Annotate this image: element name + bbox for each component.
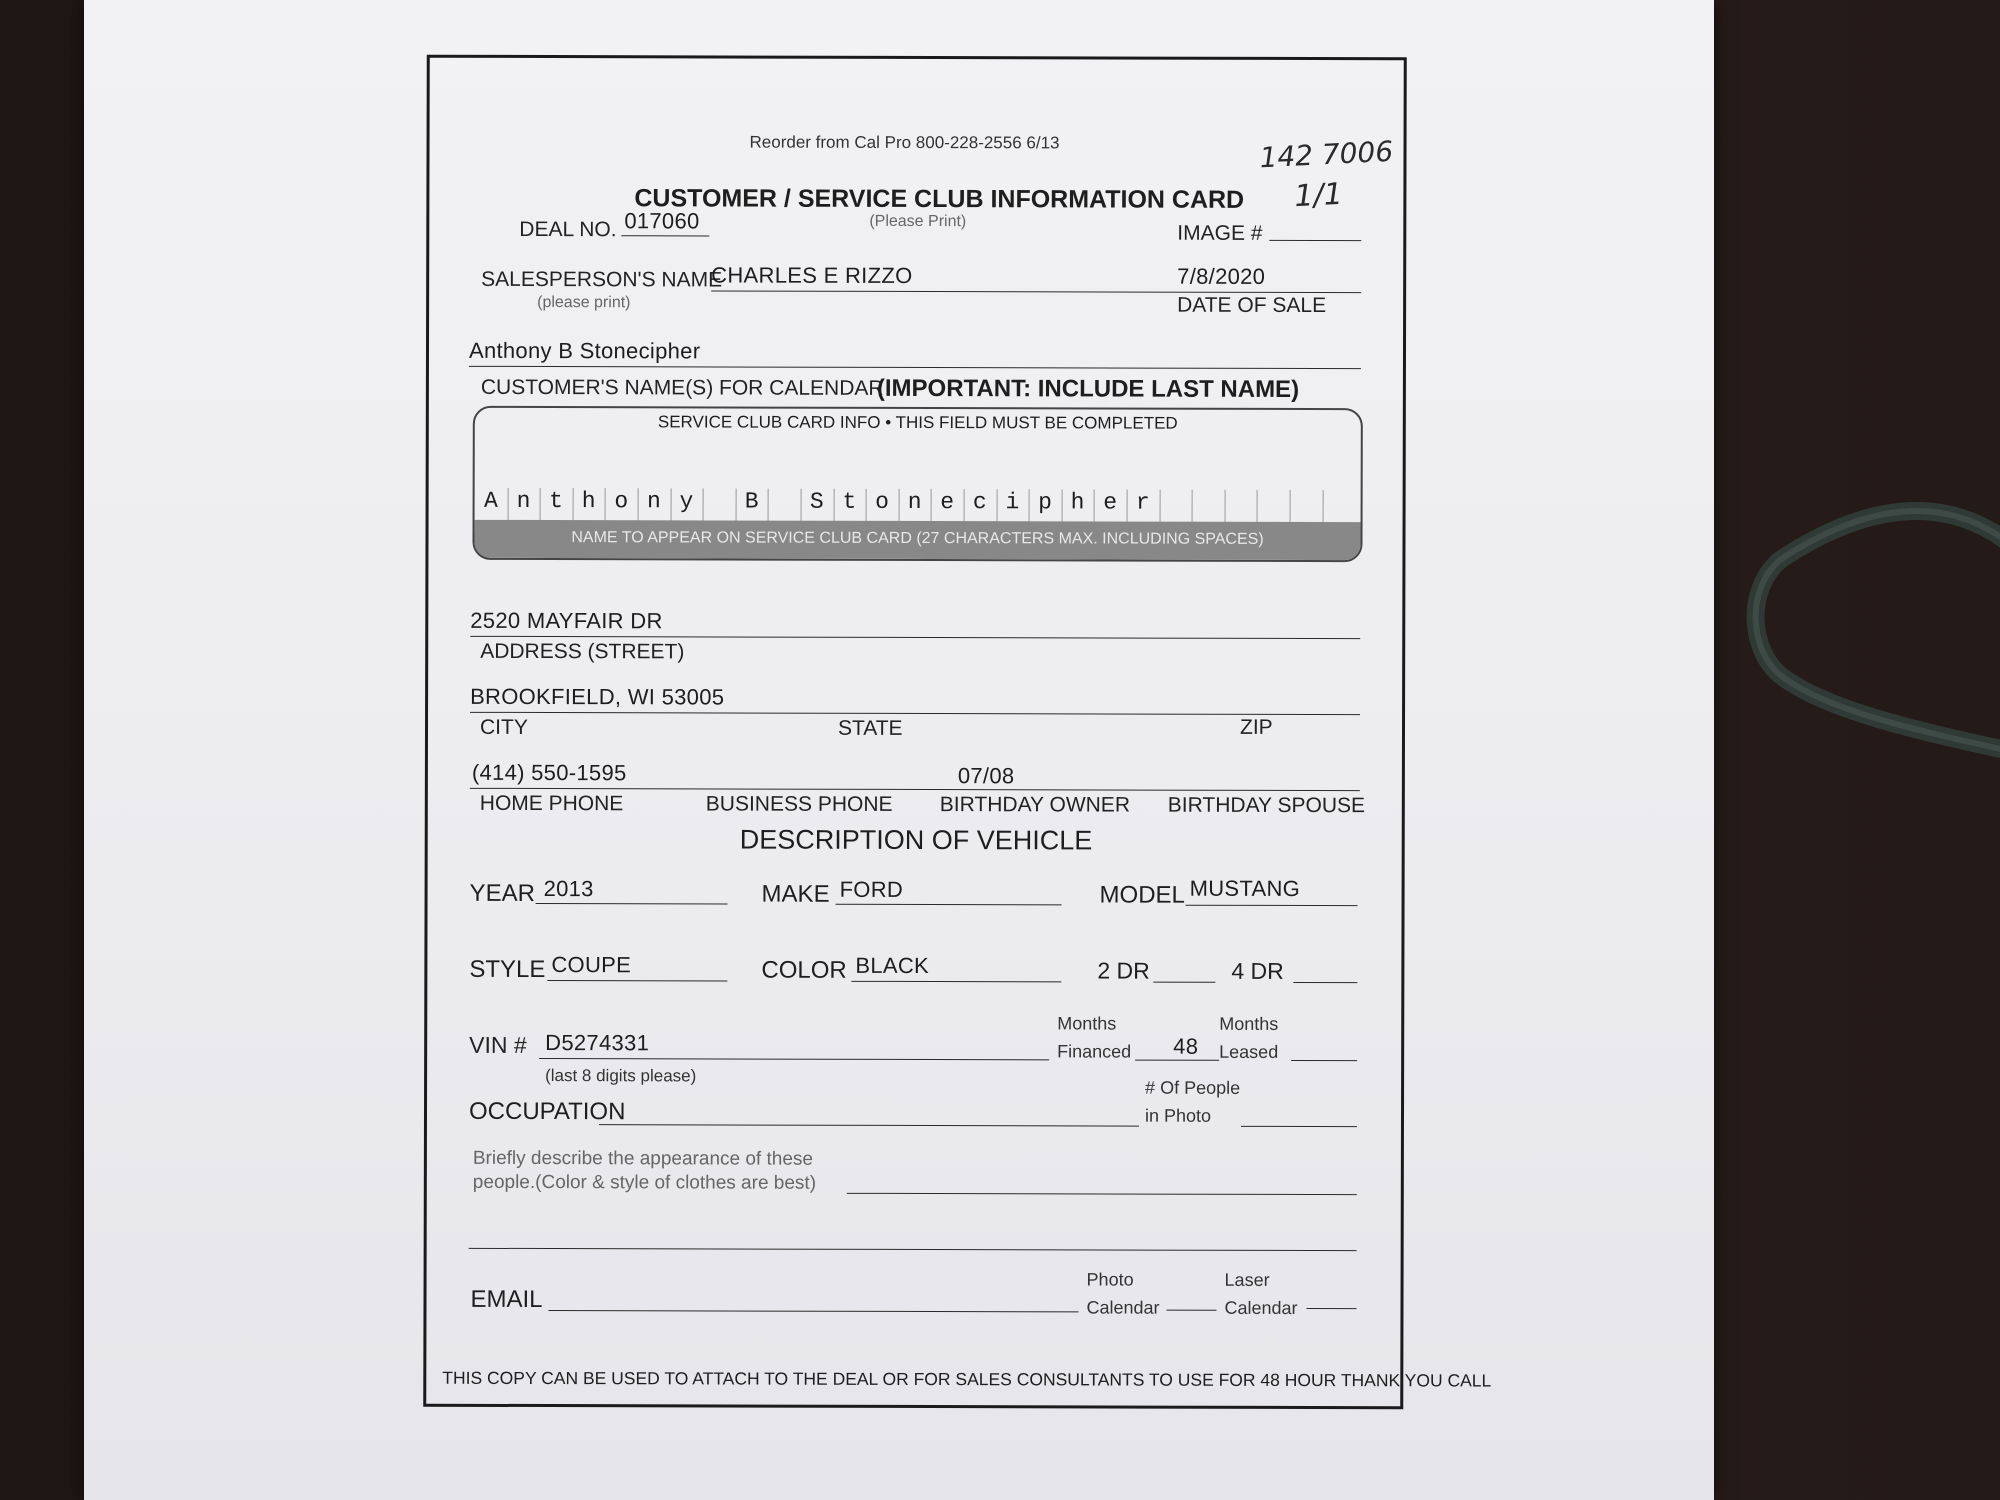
vin-label: VIN # <box>469 1031 527 1058</box>
please-print-note: (Please Print) <box>869 212 967 231</box>
address-line <box>470 636 1360 639</box>
handwritten-code: 142 7006 <box>1258 134 1394 175</box>
months-financed-label-1: Months <box>1057 1013 1117 1034</box>
months-financed-value[interactable]: 48 <box>1173 1033 1199 1059</box>
model-line <box>1186 905 1358 906</box>
service-club-box <box>472 406 1362 562</box>
club-name-char: n <box>907 488 922 516</box>
service-club-name[interactable] <box>475 488 1160 516</box>
occupation-line[interactable] <box>599 1124 1139 1126</box>
vin-note: (last 8 digits please) <box>545 1066 697 1086</box>
date-of-sale-label: DATE OF SALE <box>1177 293 1327 318</box>
important-note: (IMPORTANT: INCLUDE LAST NAME) <box>876 374 1300 404</box>
two-door-line[interactable] <box>1153 982 1215 983</box>
customer-name-value[interactable]: Anthony B Stonecipher <box>468 337 701 364</box>
color-value[interactable]: BLACK <box>855 952 930 979</box>
club-name-char: A <box>483 487 498 514</box>
character-box-divider <box>1159 490 1160 526</box>
laser-calendar-line[interactable] <box>1306 1308 1356 1309</box>
character-box-divider <box>1257 490 1258 526</box>
club-name-char: S <box>809 488 824 515</box>
city-state-zip-value[interactable]: BROOKFIELD, WI 53005 <box>470 683 725 710</box>
months-financed-line <box>1135 1060 1219 1061</box>
club-name-char: c <box>972 489 987 516</box>
club-name-char: t <box>842 488 857 515</box>
city-label: CITY <box>479 715 528 739</box>
phone-line <box>470 788 1360 791</box>
image-label: IMAGE # <box>1177 221 1263 245</box>
handwritten-page: 1/1 <box>1293 176 1344 215</box>
describe-line-field[interactable] <box>847 1193 1357 1195</box>
make-label: MAKE <box>761 880 830 908</box>
photo-calendar-line[interactable] <box>1166 1310 1216 1311</box>
year-line <box>536 903 728 905</box>
service-club-footer: NAME TO APPEAR ON SERVICE CLUB CARD (27 CHARACTERS MAX. INCLUDING SPACES) <box>571 529 1264 548</box>
describe-line-1: Briefly describe the appearance of these <box>472 1147 814 1170</box>
club-name-char: p <box>1038 489 1052 516</box>
style-label: STYLE <box>469 955 546 984</box>
salesperson-label: SALESPERSON'S NAME <box>481 267 723 292</box>
occupation-label: OCCUPATION <box>468 1097 626 1126</box>
salesperson-sublabel: (please print) <box>537 294 631 312</box>
club-name-char: t <box>549 488 564 515</box>
email-line[interactable] <box>548 1310 1078 1312</box>
club-name-char: n <box>646 488 661 515</box>
club-name-char: B <box>744 488 759 515</box>
club-name-char: h <box>1070 489 1085 516</box>
style-line <box>547 980 727 981</box>
club-name-char: r <box>1135 489 1150 516</box>
club-name-char: e <box>1103 489 1118 516</box>
email-label: EMAIL <box>470 1285 543 1314</box>
describe-line-2: people.(Color & style of clothes are best) <box>472 1171 817 1194</box>
date-of-sale-value[interactable]: 7/8/2020 <box>1177 263 1266 289</box>
vin-value[interactable]: D5274331 <box>545 1030 650 1056</box>
deal-no-label: DEAL NO. <box>519 217 617 242</box>
people-in-photo-label-2: in Photo <box>1144 1105 1212 1126</box>
months-leased-label-2: Leased <box>1219 1041 1279 1062</box>
laser-calendar-label-1: Laser <box>1224 1269 1270 1290</box>
club-name-char: h <box>581 488 596 515</box>
service-club-footer-band <box>474 520 1360 560</box>
image-line <box>1269 240 1361 241</box>
club-name-char: o <box>875 488 889 515</box>
service-club-header: SERVICE CLUB CARD INFO • THIS FIELD MUST BE COMPLETED <box>657 412 1178 433</box>
vin-line <box>539 1058 1049 1060</box>
people-in-photo-line[interactable] <box>1241 1126 1357 1127</box>
character-box-divider <box>1290 490 1291 526</box>
reorder-text: Reorder from Cal Pro 800-228-2556 6/13 <box>749 132 1060 153</box>
color-line <box>851 981 1061 983</box>
club-name-char: y <box>679 488 694 515</box>
vehicle-heading: DESCRIPTION OF VEHICLE <box>739 824 1093 856</box>
character-box-divider <box>1192 490 1193 526</box>
character-box-divider <box>1224 490 1225 526</box>
customer-name-label: CUSTOMER'S NAME(S) FOR CALENDAR <box>480 375 884 400</box>
salesperson-value[interactable]: CHARLES E RIZZO <box>711 262 913 288</box>
model-value[interactable]: MUSTANG <box>1189 875 1301 902</box>
people-in-photo-label-1: # Of People <box>1145 1077 1241 1098</box>
model-label: MODEL <box>1099 881 1185 909</box>
four-door-label: 4 DR <box>1231 957 1284 984</box>
footer-note: THIS COPY CAN BE USED TO ATTACH TO THE DEAL OR FOR SALES CONSULTANTS TO USE FOR 48 HOUR THANK YOU CALL <box>442 1367 1492 1391</box>
city-line <box>470 712 1360 715</box>
address-value[interactable]: 2520 MAYFAIR DR <box>470 607 663 634</box>
color-label: COLOR <box>761 956 847 984</box>
birthday-owner-label: BIRTHDAY OWNER <box>939 793 1131 817</box>
birthday-owner-value[interactable]: 07/08 <box>957 763 1015 789</box>
months-leased-line[interactable] <box>1291 1060 1357 1061</box>
deal-no-value[interactable]: 017060 <box>624 208 700 234</box>
character-box-divider <box>1322 490 1323 526</box>
months-leased-label-1: Months <box>1219 1013 1279 1034</box>
make-value[interactable]: FORD <box>839 876 904 902</box>
birthday-spouse-label: BIRTHDAY SPOUSE <box>1167 793 1366 818</box>
home-phone-label: HOME PHONE <box>479 791 624 816</box>
deal-no-line <box>621 235 709 236</box>
club-name-char: i <box>1005 489 1020 516</box>
cable-cord <box>1735 500 2000 760</box>
home-phone-value[interactable]: (414) 550-1595 <box>471 759 627 786</box>
year-label: YEAR <box>469 879 535 908</box>
form-title: CUSTOMER / SERVICE CLUB INFORMATION CARD <box>634 184 1245 214</box>
photo-calendar-label-2: Calendar <box>1086 1297 1160 1318</box>
service-club-form <box>423 55 1492 1410</box>
club-name-char: o <box>614 488 629 515</box>
describe-line-field-2[interactable] <box>469 1248 1357 1251</box>
months-financed-label-2: Financed <box>1057 1041 1132 1062</box>
customer-name-line <box>469 366 1361 369</box>
salesperson-line <box>711 290 1361 293</box>
photo-calendar-label-1: Photo <box>1086 1269 1134 1290</box>
year-value[interactable]: 2013 <box>543 876 594 902</box>
make-line <box>836 904 1062 906</box>
state-label: STATE <box>837 716 903 740</box>
business-phone-label: BUSINESS PHONE <box>705 792 893 816</box>
laser-calendar-label-2: Calendar <box>1224 1297 1298 1319</box>
four-door-line[interactable] <box>1293 982 1357 983</box>
zip-label: ZIP <box>1239 715 1273 739</box>
address-label: ADDRESS (STREET) <box>480 639 685 664</box>
style-value[interactable]: COUPE <box>551 952 632 978</box>
two-door-label: 2 DR <box>1097 957 1150 984</box>
club-name-char: e <box>940 489 955 516</box>
club-name-char: n <box>516 487 531 514</box>
